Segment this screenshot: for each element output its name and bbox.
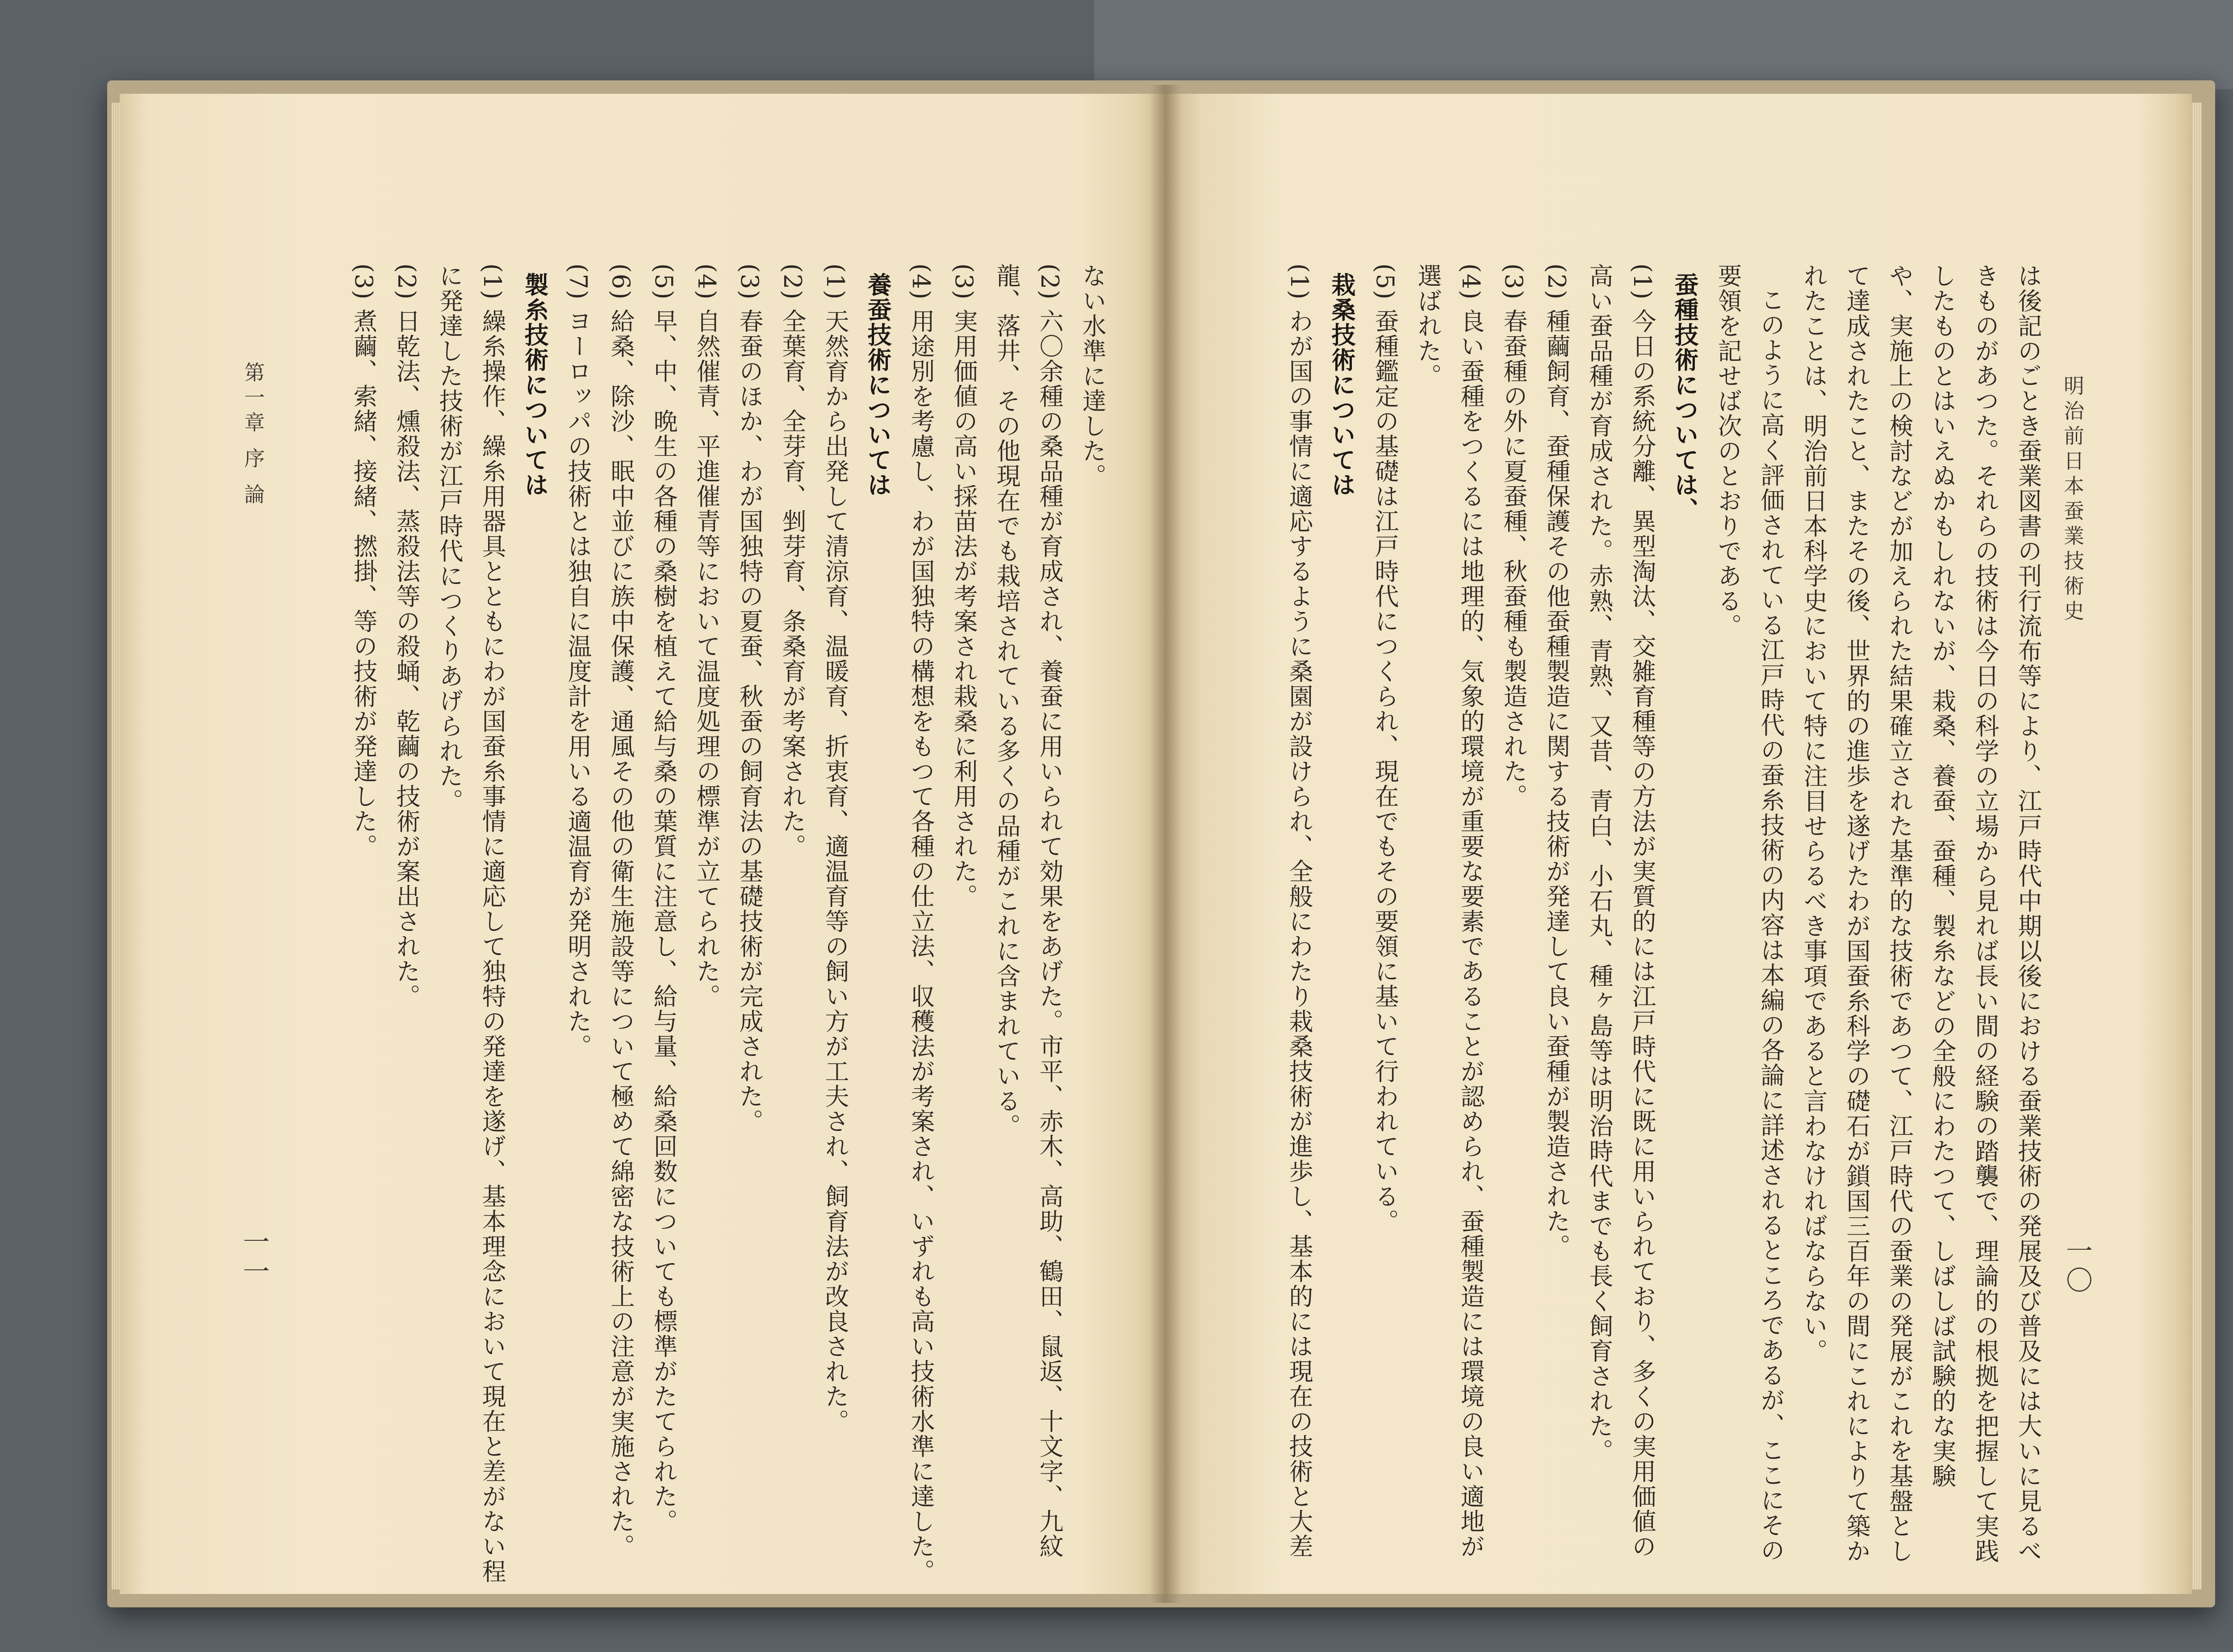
text-line: (2) 六〇余種の桑品種が育成され、養蚕に用いられて効果をあげた。市平、赤木、高助、鶴田、鼠返、十文字、九紋: [1036, 263, 1064, 1559]
text-line: きものがあつた。それらの技術は今日の科学の立場から見れば長い間の経験の踏襲で、理論的の根拠を把握して実践: [1971, 263, 1999, 1564]
text-line: (1) 今日の系統分離、異型淘汰、交雑育種等の方法が実質的には江戸時代に既に用いられており、多くの実用価値の: [1628, 263, 1656, 1559]
text-line: ない水準に達した。: [1079, 263, 1107, 488]
text-line: 龍、落井、その他現在でも栽培されている多くの品種がこれに含まれている。: [993, 263, 1021, 1139]
text-line: 選ばれた。: [1414, 263, 1442, 388]
text-line: したものとはいえぬかもしれないが、栽桑、養蚕、蚕種、製糸などの全般にわたつて、しばしば試験的な実験: [1928, 263, 1957, 1489]
text-line: (5) 蚕種鑑定の基礎は江戸時代につくられ、現在でもその要領に基いて行われている。: [1371, 263, 1399, 1234]
text-line: (3) 実用価値の高い採苗法が考案され栽桑に利用された。: [950, 263, 978, 909]
text-line: (4) 用途別を考慮し、わが国独特の構想をもつて各種の仕立法、収穫法が考案され、いずれも高い技術水準に達した。: [907, 263, 935, 1584]
text-line: 高い蚕品種が育成された。赤熟、青熟、又昔、青白、小石丸、種ヶ島等は明治時代までも長く飼育された。: [1585, 263, 1614, 1464]
page-number: 一〇: [2062, 1237, 2093, 1296]
section-heading: 製糸技術については: [521, 272, 549, 497]
left-page: [120, 94, 1165, 1594]
text-line: (7) ヨーロッパの技術とは独自に温度計を用いる適温育が発明された。: [564, 263, 592, 1059]
page-number: 一一: [238, 1228, 270, 1287]
right-page: [1165, 94, 2192, 1594]
text-line: に発達した技術が江戸時代につくりあげられた。: [435, 263, 464, 813]
text-line: や、実施上の検討などが加えられた結果確立された基準的な技術であつて、江戸時代の蚕業の発展がこれを基盤とし: [1886, 263, 1914, 1564]
running-header: 明治前日本蚕業技術史: [2061, 375, 2085, 625]
text-line: (2) 全葉育、全芽育、剉芽育、条桑育が考案された。: [778, 263, 807, 859]
section-heading: 養蚕技術については: [864, 272, 892, 497]
book-spine-gutter: [1150, 85, 1181, 1603]
text-line: (2) 種繭飼育、蚕種保護その他蚕種製造に関する技術が発達して良い蚕種が製造された。: [1543, 263, 1571, 1259]
text-line: れたことは、明治前日本科学史において特に注目せらるべき事項であると言わなければならない。: [1800, 263, 1828, 1364]
text-line: (4) 自然催青、平進催青等において温度処理の標準が立てられた。: [693, 263, 721, 1009]
text-line: (3) 春蚕のほか、わが国独特の夏蚕、秋蚕の飼育法の基礎技術が完成された。: [736, 263, 764, 1134]
text-line: て達成されたこと、またその後、世界的の進歩を遂げたわが国蚕糸科学の礎石が鎖国三百年の間にこれによりて築か: [1843, 263, 1871, 1564]
scanner-background-strip: [1094, 0, 2233, 89]
section-heading: 蚕種技術については、: [1671, 272, 1699, 522]
text-line: (4) 良い蚕種をつくるには地理的、気象的環境が重要な要素であることが認められ、蚕種製造には環境の良い適地が: [1457, 263, 1485, 1559]
text-line: (1) 繰糸操作、繰糸用器具とともにわが国蚕糸事情に適応して独特の発達を遂げ、基本理念において現在と差がない程: [478, 263, 506, 1584]
text-line: (5) 早、中、晩生の各種の桑樹を植えて給与桑の葉質に注意し、給与量、給桑回数についても標準がたてられた。: [650, 263, 678, 1534]
text-line: 要領を記せば次のとおりである。: [1714, 263, 1742, 638]
text-line: (1) わが国の事情に適応するように桑園が設けられ、全般にわたり栽桑技術が進歩し、基本的には現在の技術と大差: [1285, 263, 1313, 1559]
text-line: (2) 日乾法、燻殺法、蒸殺法等の殺蛹、乾繭の技術が案出された。: [393, 263, 421, 1009]
section-heading: 栽桑技術については: [1328, 272, 1356, 497]
text-line: (1) 天然育から出発して清涼育、温暖育、折衷育、適温育等の飼い方が工夫され、飼育法が改良された。: [821, 263, 849, 1434]
text-line: は後記のごとき蚕業図書の刊行流布等により、江戸時代中期以後における蚕業技術の発展及び普及には大いに見るべ: [2014, 263, 2042, 1564]
chapter-footer: 第一章 序 論: [241, 362, 265, 509]
text-line: (3) 春蚕種の外に夏蚕種、秋蚕種も製造された。: [1500, 263, 1528, 809]
text-line: (6) 給桑、除沙、眠中並びに族中保護、通風その他の衛生施設等について極めて綿密な技術上の注意が実施された。: [607, 263, 635, 1559]
text-line: (3) 煮繭、索緒、接緒、撚掛、等の技術が発達した。: [350, 263, 378, 859]
text-line: このように高く評価されている江戸時代の蚕糸技術の内容は本編の各論に詳述されるところであるが、ここにその: [1757, 288, 1785, 1563]
